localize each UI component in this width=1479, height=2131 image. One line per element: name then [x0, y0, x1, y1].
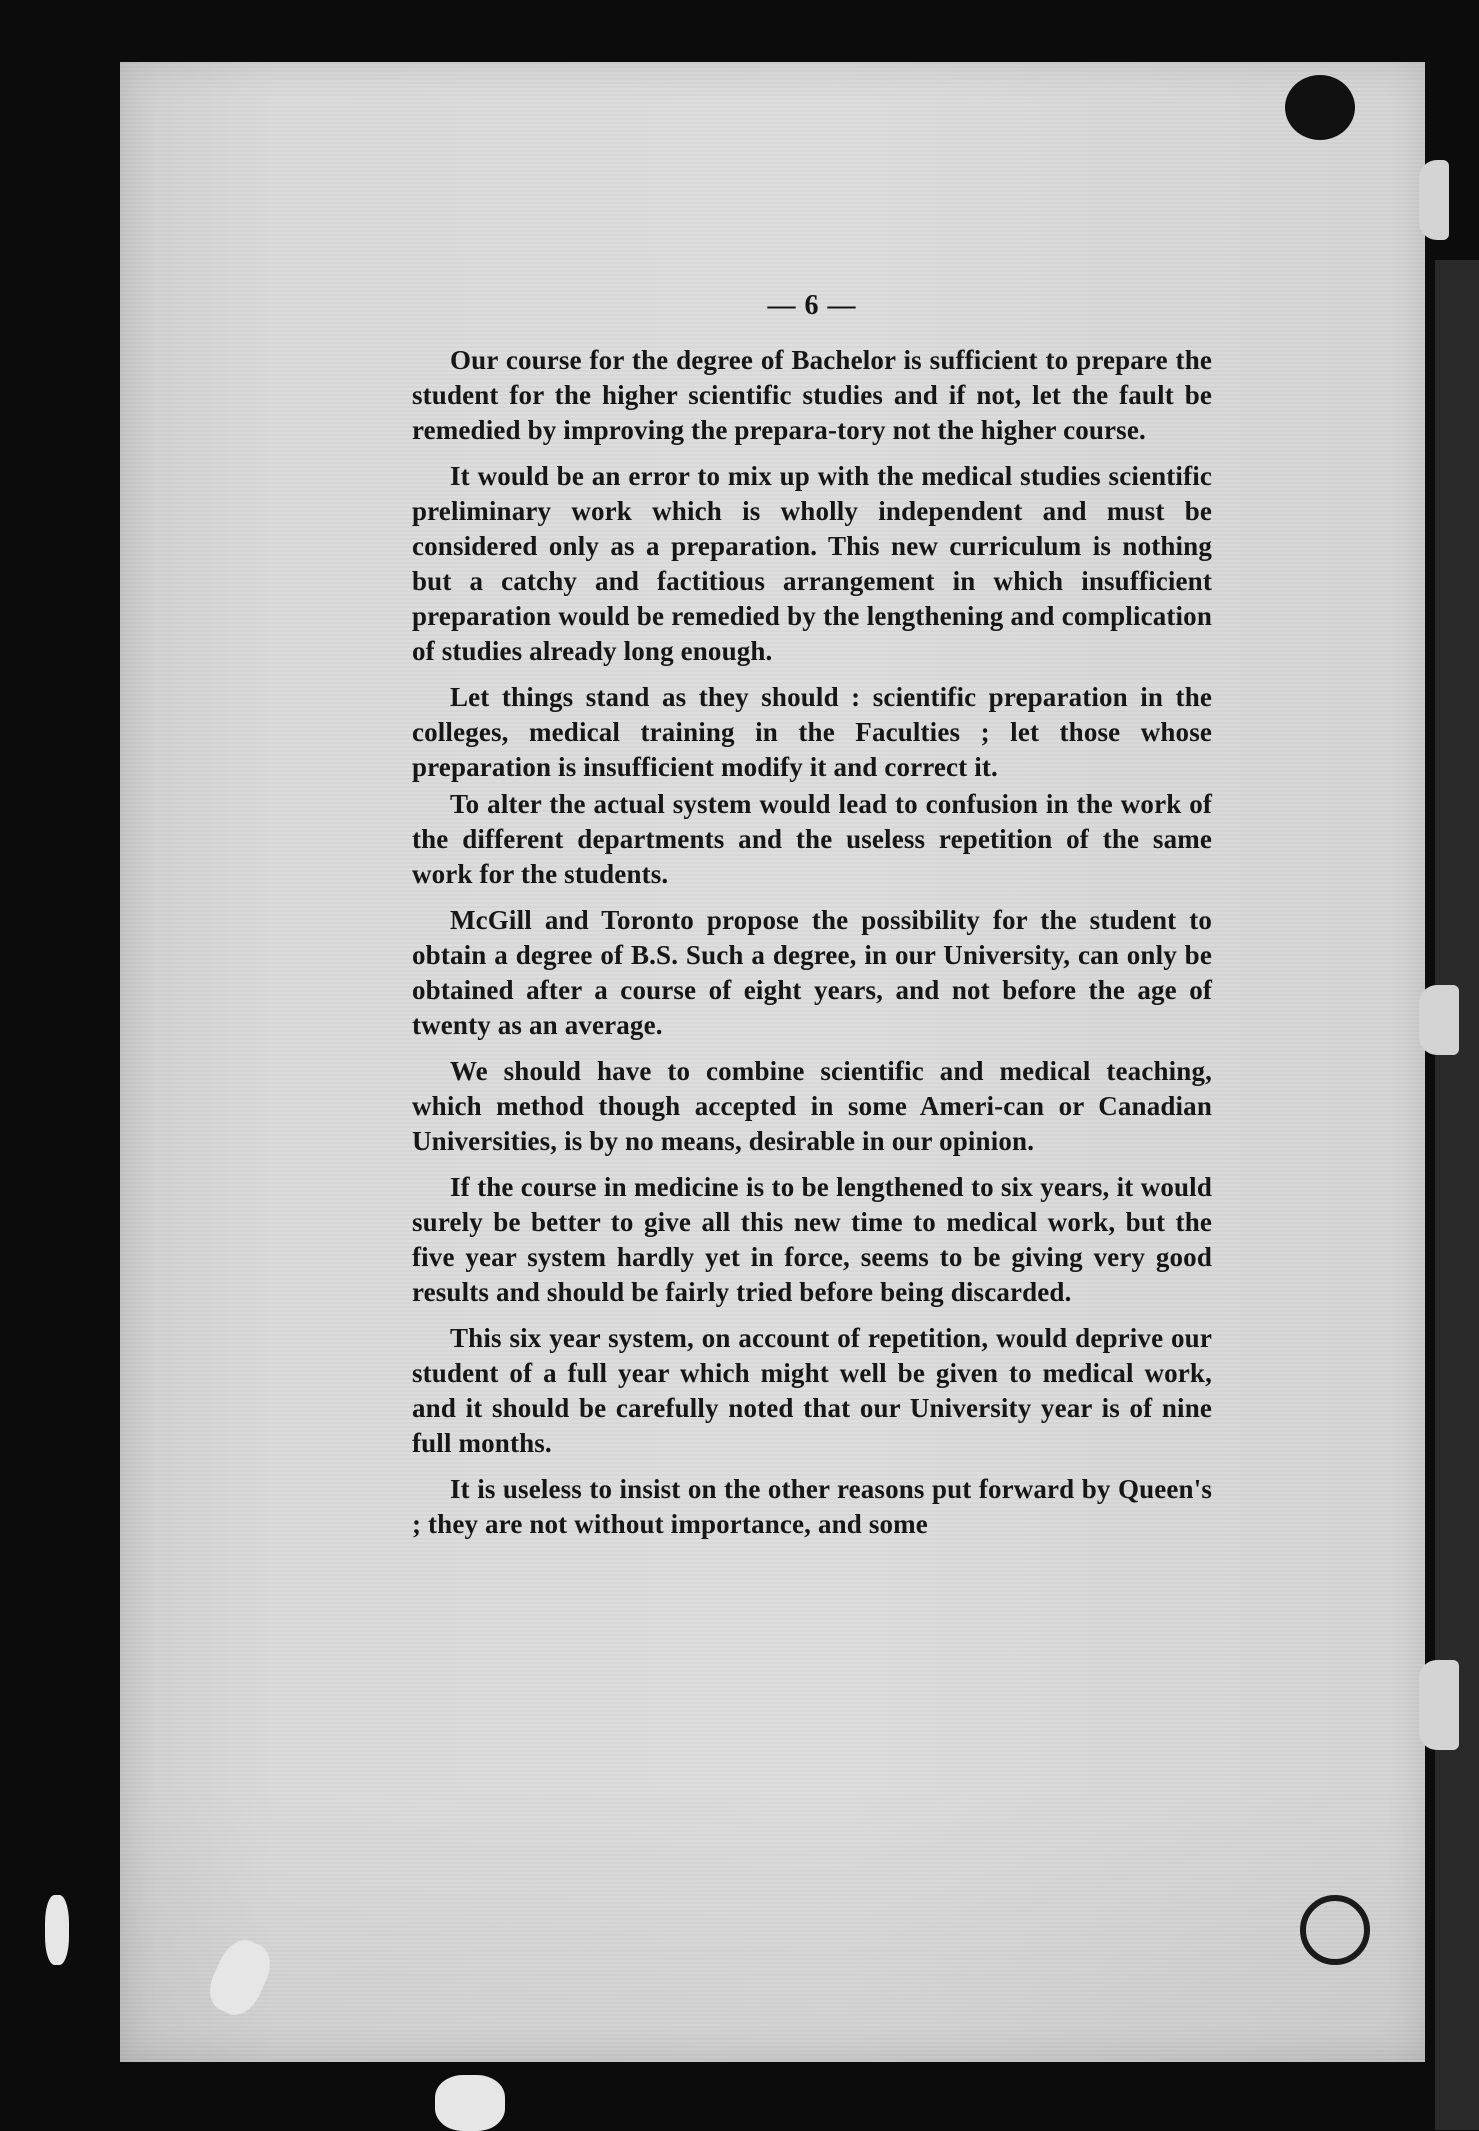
paragraph-queens-reasons: It is useless to insist on the other reasons put forward by Queen's ; they are not without importance, and some: [412, 1474, 1212, 1539]
punch-hole-top: [1285, 75, 1355, 140]
paragraph-combine-teaching: We should have to combine scientific and medical teaching, which method though accepted in some Ameri-can or Canadian Universities, is by no means, desirable in our opinion.: [412, 1056, 1212, 1156]
paper-shading: [120, 1782, 1425, 2062]
paragraph-six-years: If the course in medicine is to be lengthened to six years, it would surely be better to give all this new time to medical work, but the five year system hardly yet in force, seems to be giving very good results and should be fairly tried before being discarded.: [412, 1172, 1212, 1307]
paragraph-error-mixing-studies: It would be an error to mix up with the medical studies scientific preliminary work which is wholly independent and must be considered only as a preparation. This new curriculum is nothing but a catchy and factitious arrangement in which insufficient preparation would be remedied by the lengthening and complication of studies already long enough.: [412, 461, 1212, 666]
scan-artifact: [45, 1895, 69, 1965]
torn-edge-top: [1419, 160, 1449, 240]
punch-hole-bottom: [1300, 1895, 1370, 1965]
paragraph-mcgill-toronto: McGill and Toronto propose the possibility for the student to obtain a degree of B.S. Such a degree, in our University, can only be obtained after a course of eight years, and not before the age of twenty as an average.: [412, 905, 1212, 1040]
page-number: — 6 —: [767, 290, 857, 321]
torn-edge-middle: [1419, 985, 1459, 1055]
torn-edge-lower: [1419, 1660, 1459, 1750]
paragraph-let-things-stand: Let things stand as they should : scientific preparation in the colleges, medical training in the Faculties ; let those whose preparation is insufficient modify it and correct it.: [412, 682, 1212, 782]
page-body: [412, 288, 1212, 1553]
paragraph-repetition: This six year system, on account of repetition, would deprive our student of a full year which might well be given to medical work, and it should be carefully noted that our University year is of nine full months.: [412, 1323, 1212, 1458]
paragraph-alter-system: To alter the actual system would lead to confusion in the work of the different departments and the useless repetition of the same work for the students.: [412, 789, 1212, 889]
paragraph-bachelor-course: Our course for the degree of Bachelor is sufficient to prepare the student for the higher scientific studies and if not, let the fault be remedied by improving the prepara-tory not the higher course.: [412, 345, 1212, 445]
binding-strip: [1435, 260, 1479, 2130]
scan-artifact: [435, 2075, 505, 2131]
